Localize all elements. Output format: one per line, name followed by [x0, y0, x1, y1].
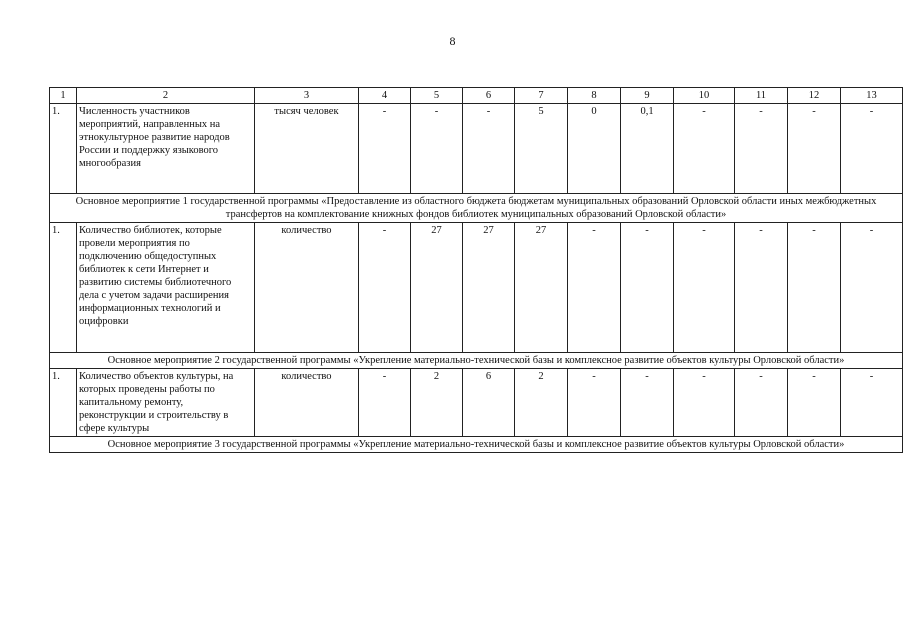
column-number: 5	[411, 88, 463, 104]
value-cell: -	[568, 223, 621, 353]
column-number: 3	[255, 88, 359, 104]
row-number: 1.	[50, 223, 77, 353]
value-cell: -	[788, 223, 841, 353]
value-cell: 27	[515, 223, 568, 353]
value-cell: -	[463, 104, 515, 194]
column-number: 6	[463, 88, 515, 104]
value-cell: 0,1	[621, 104, 674, 194]
value-cell: -	[841, 104, 903, 194]
unit-of-measure: количество	[255, 223, 359, 353]
value-cell: -	[621, 369, 674, 437]
column-number-row	[50, 88, 903, 104]
column-number: 2	[77, 88, 255, 104]
row-number: 1.	[50, 104, 77, 194]
value-cell: -	[674, 369, 735, 437]
indicator-name: Количество библиотек, которые провели мероприятия по подключению общедоступных библиотек к сети Интернет и развитию системы библиотечного дела с учетом задачи расширения информационных технологий и оцифровки	[77, 223, 255, 353]
unit-of-measure: тысяч человек	[255, 104, 359, 194]
indicators-table	[49, 87, 903, 453]
column-number: 8	[568, 88, 621, 104]
indicator-name: Количество объектов культуры, на которых проведены работы по капитальному ремонту, реконструкции и строительству в сфере культуры	[77, 369, 255, 437]
column-number: 11	[735, 88, 788, 104]
value-cell: 2	[515, 369, 568, 437]
value-cell: -	[735, 223, 788, 353]
section-row	[50, 194, 903, 223]
value-cell: 6	[463, 369, 515, 437]
value-cell: -	[788, 369, 841, 437]
value-cell: -	[674, 104, 735, 194]
value-cell: -	[788, 104, 841, 194]
value-cell: -	[735, 369, 788, 437]
table-row	[50, 104, 903, 194]
table-row	[50, 223, 903, 353]
column-number: 7	[515, 88, 568, 104]
column-number: 1	[50, 88, 77, 104]
value-cell: 2	[411, 369, 463, 437]
column-number: 9	[621, 88, 674, 104]
section-row	[50, 353, 903, 369]
value-cell: -	[411, 104, 463, 194]
value-cell: -	[621, 223, 674, 353]
section-title: Основное мероприятие 1 государственной программы «Предоставление из областного бюджета бюджетам муниципальных образований Орловской области иных межбюджетных трансфертов на комплектование книжных фондов библиотек муниципальных образований Орловской области»	[50, 194, 903, 223]
value-cell: -	[841, 369, 903, 437]
value-cell: -	[359, 223, 411, 353]
value-cell: 5	[515, 104, 568, 194]
unit-of-measure: количество	[255, 369, 359, 437]
value-cell: 0	[568, 104, 621, 194]
value-cell: -	[735, 104, 788, 194]
column-number: 13	[841, 88, 903, 104]
column-number: 12	[788, 88, 841, 104]
page-number: 8	[449, 34, 456, 48]
value-cell: -	[359, 104, 411, 194]
table-row	[50, 369, 903, 437]
indicator-name: Численность участников мероприятий, направленных на этнокультурное развитие народов России и поддержку языкового многообразия	[77, 104, 255, 194]
row-number: 1.	[50, 369, 77, 437]
value-cell: -	[674, 223, 735, 353]
section-row	[50, 437, 903, 453]
section-title: Основное мероприятие 3 государственной программы «Укрепление материально-технической базы и комплексное развитие объектов культуры Орловской области»	[50, 437, 903, 453]
value-cell: 27	[463, 223, 515, 353]
value-cell: -	[568, 369, 621, 437]
section-title: Основное мероприятие 2 государственной программы «Укрепление материально-технической базы и комплексное развитие объектов культуры Орловской области»	[50, 353, 903, 369]
column-number: 4	[359, 88, 411, 104]
value-cell: -	[359, 369, 411, 437]
column-number: 10	[674, 88, 735, 104]
value-cell: -	[841, 223, 903, 353]
value-cell: 27	[411, 223, 463, 353]
